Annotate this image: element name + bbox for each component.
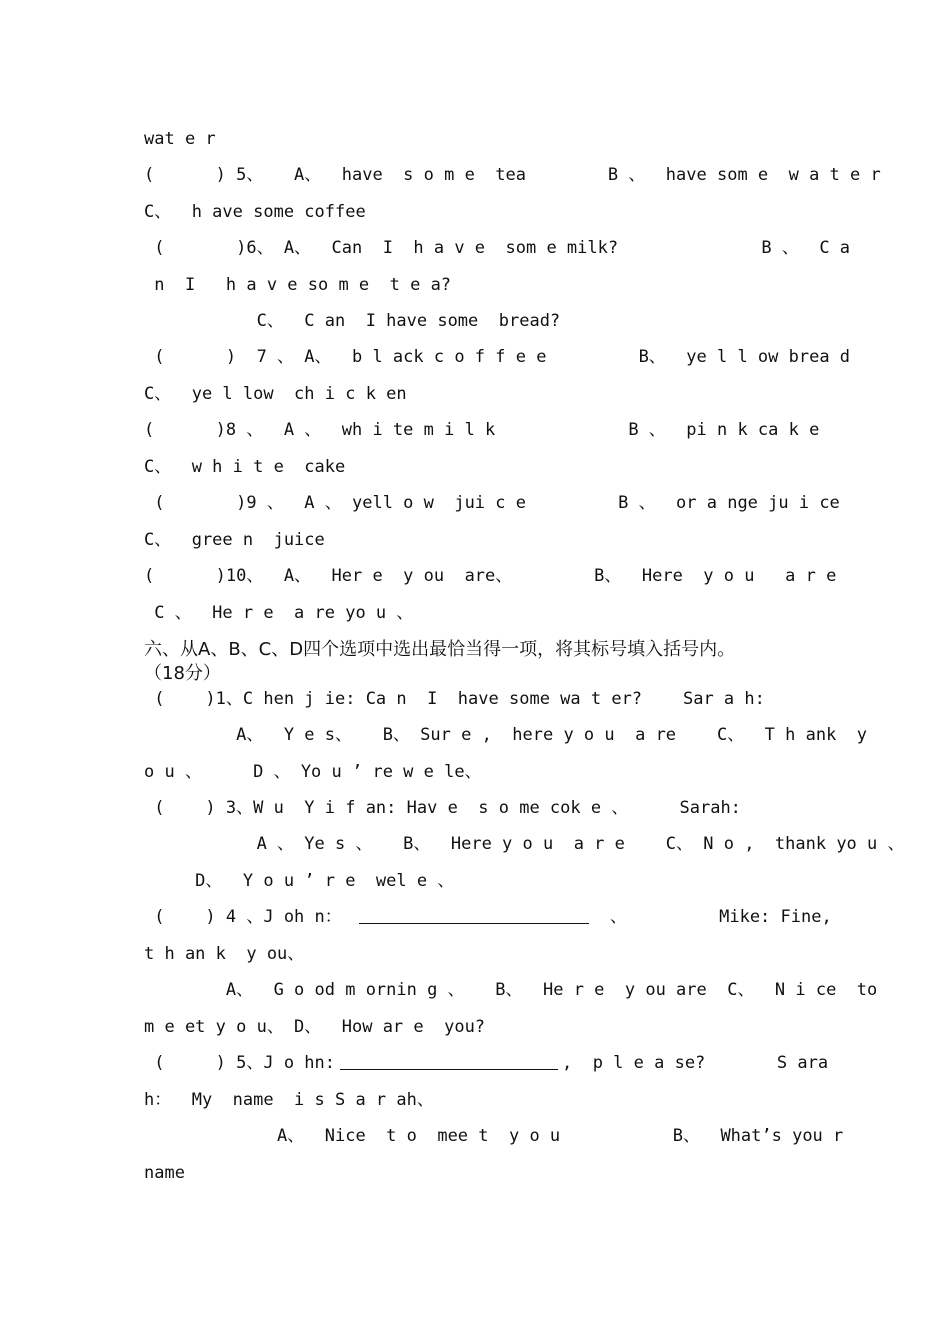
section-six-heading: 六、从A、B、C、D四个选项中选出最恰当得一项，将其标号填入括号内。: [144, 639, 736, 660]
s6-question-5-options-cont: name: [144, 1163, 185, 1183]
s6-question-1-options: A、 Y e s、 B、 Sur e , here y o u a re C、 T h ank y: [144, 725, 868, 745]
text-line: wat e r: [144, 129, 216, 149]
s6-question-1-option-d: o u 、 D 、 Yo u ’ re w e le、: [144, 762, 482, 782]
question-6-option-c: C、 C an I have some bread?: [144, 311, 561, 331]
question-8-option-c: C、 w h i t e cake: [144, 457, 346, 477]
question-9-option-c: C、 gree n juice: [144, 530, 325, 550]
answer-blank[interactable]: [359, 909, 589, 924]
s6-question-4-options: A、 G o od m ornin g 、 B、 He r e y ou are C、 N i ce to: [144, 980, 878, 1000]
s6-question-5: ( ) 5、J o hn:: [144, 1053, 335, 1073]
s6-question-3-option-d: D、 Y o u ’ r e wel e 、: [144, 871, 455, 891]
s6-question-3: ( ) 3、W u Y i f an: Hav e s o me cok e 、 Sarah:: [144, 798, 741, 818]
s6-question-5-options: A、 Nice t o mee t y o u B、 What’s you r: [144, 1126, 844, 1146]
s6-question-3-options: A 、 Ye s 、 B、 Here y o u a r e C、 N o , thank yo u 、: [144, 834, 905, 854]
section-six-points: （18分）: [144, 663, 221, 684]
question-10: ( )10、 A、 Her e y ou are、 B、 Here y o u a r e: [144, 566, 837, 586]
s6-question-5-cont: , p l e a se? S ara: [562, 1053, 829, 1073]
s6-question-5-response: h： My name i s S a r ah、: [144, 1090, 434, 1110]
answer-blank[interactable]: [340, 1055, 558, 1070]
question-5-option-c: C、 h ave some coffee: [144, 202, 366, 222]
question-5: ( ) 5、 A、 have s o m e tea B 、 have som e w a t e r: [144, 165, 881, 185]
s6-question-4-response: 、 Mike: Fine,: [610, 907, 832, 927]
question-9: ( )9 、 A 、 yell o w jui c e B 、 or a nge ju i ce: [144, 493, 840, 513]
s6-question-1: ( )1、C hen j ie: Ca n I have some wa t er? Sar a h:: [144, 689, 765, 709]
s6-question-4-options-cont: m e et y o u、 D、 How ar e you?: [144, 1017, 486, 1037]
question-7: ( ) 7 、 A、 b l ack c o f f e e B、 ye l l ow brea d: [144, 347, 851, 367]
question-6-cont: n I h a v e so m e t e a?: [144, 275, 452, 295]
question-8: ( )8 、 A 、 wh i te m i l k B 、 pi n k ca k e: [144, 420, 820, 440]
question-6: ( )6、 A、 Can I h a v e som e milk? B 、 C a: [144, 238, 851, 258]
s6-question-4-cont: t h an k y ou、: [144, 944, 305, 964]
question-7-option-c: C、 ye l low ch i c k en: [144, 384, 407, 404]
s6-question-4: ( ) 4 、J oh n：: [144, 907, 342, 927]
question-10-option-c: C 、 He r e a re yo u 、: [144, 603, 414, 623]
